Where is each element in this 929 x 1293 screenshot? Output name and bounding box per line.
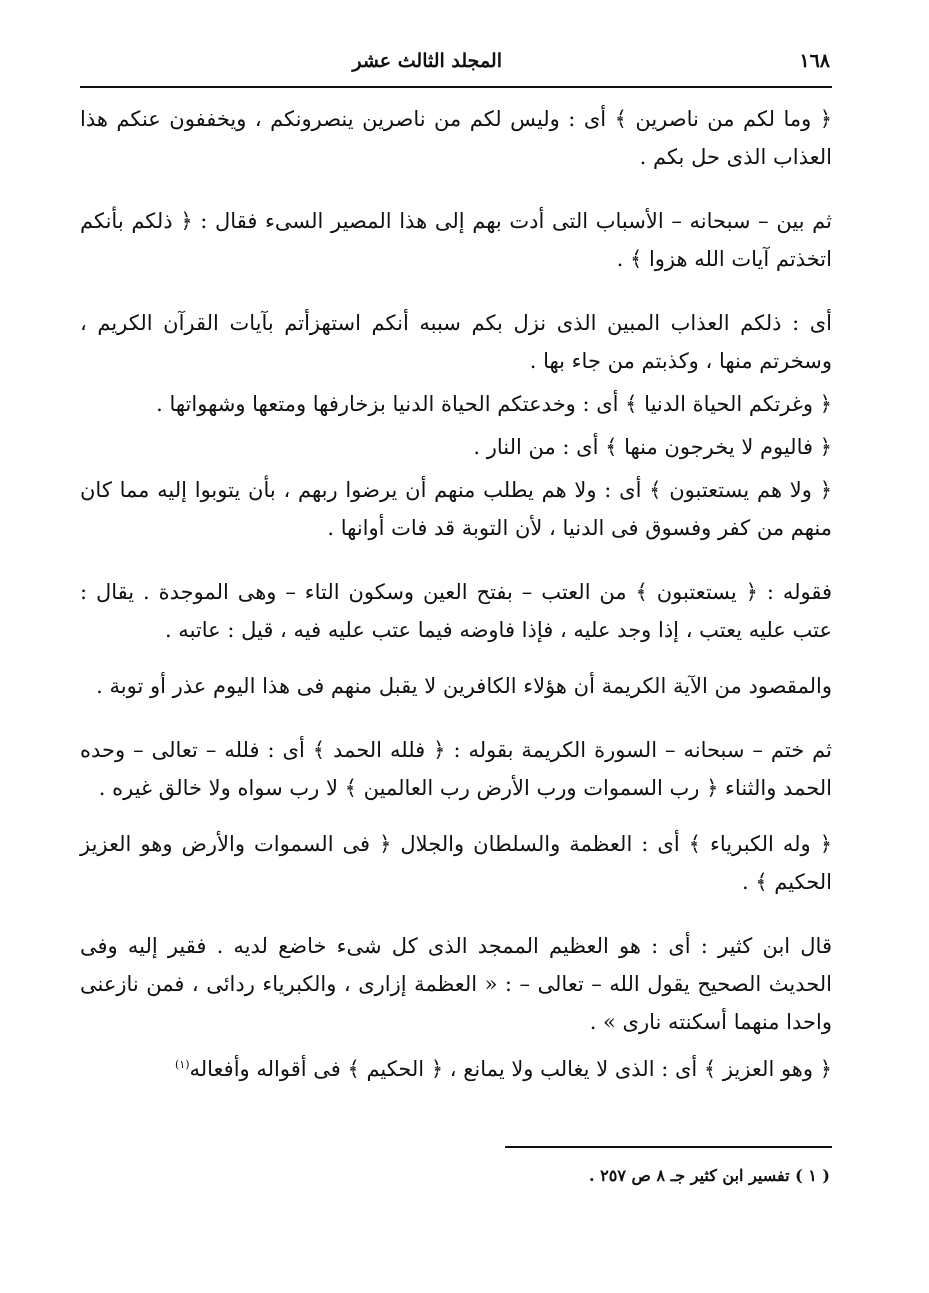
paragraph: والمقصود من الآية الكريمة أن هؤلاء الكافرين لا يقبل منهم فى هذا اليوم عذر أو توبة . bbox=[96, 674, 832, 698]
paragraph bbox=[80, 1046, 832, 1088]
paragraph: فقوله : ﴿ يستعتبون ﴾ من العتب – بفتح العين وسكون التاء – وهى الموجدة . يقال : عتب عليه يعتب ، إذا وجد عليه ، فإذا فاوضه فيما عتب عليه فيه ، قيل : عاتبه . bbox=[80, 580, 832, 642]
header-rule bbox=[80, 86, 832, 88]
paragraph: قال ابن كثير : أى : هو العظيم الممجد الذى كل شىء خاضع لديه . فقير إليه وفى الحديث الصحيح يقول الله – تعالى – : « العظمة إزارى ، والكبرياء ردائى ، فمن نازعنى واحدا منهما أسكنته نارى » . bbox=[80, 934, 832, 1034]
paragraph: ثم ختم – سبحانه – السورة الكريمة بقوله : ﴿ فلله الحمد ﴾ أى : فلله – تعالى – وحده الحمد والثناء ﴿ رب السموات ورب الأرض رب العالمين ﴾ لا رب سواه ولا خالق غيره . bbox=[80, 738, 832, 800]
page-body bbox=[80, 100, 832, 1088]
paragraph: ﴿ ولا هم يستعتبون ﴾ أى : ولا هم يطلب منهم أن يرضوا ربهم ، بأن يتوبوا إليه مما كان منهم من كفر وفسوق فى الدنيا ، لأن التوبة قد فات أوانها . bbox=[80, 478, 832, 540]
footnote: ( ١ ) تفسير ابن كثير جـ ٨ ص ٢٥٧ . bbox=[589, 1166, 830, 1185]
paragraph: ﴿ فاليوم لا يخرجون منها ﴾ أى : من النار . bbox=[473, 435, 832, 459]
paragraph: ثم بين – سبحانه – الأسباب التى أدت بهم إلى هذا المصير السىء فقال : ﴿ ذلكم بأنكم اتخذتم آيات الله هزوا ﴾ . bbox=[80, 209, 832, 271]
paragraph: أى : ذلكم العذاب المبين الذى نزل بكم سببه أنكم استهزأتم بآيات القرآن الكريم ، وسخرتم منها ، وكذبتم من جاء بها . bbox=[80, 311, 832, 373]
paragraph-text: ﴿ وهو العزيز ﴾ أى : الذى لا يغالب ولا يمانع ، ﴿ الحكيم ﴾ فى أقواله وأفعاله bbox=[189, 1057, 832, 1081]
paragraph: ﴿ وله الكبرياء ﴾ أى : العظمة والسلطان والجلال ﴿ فى السموات والأرض وهو العزيز الحكيم ﴾ . bbox=[80, 832, 832, 894]
paragraph: ﴿ وما لكم من ناصرين ﴾ أى : وليس لكم من ناصرين ينصرونكم ، ويخففون عنكم هذا العذاب الذى حل بكم . bbox=[80, 107, 832, 169]
volume-title: المجلد الثالث عشر bbox=[352, 50, 502, 72]
footnote-rule bbox=[505, 1146, 832, 1148]
page-header bbox=[80, 44, 832, 80]
footnote-marker: (١) bbox=[174, 1058, 190, 1071]
paragraph: ﴿ وغرتكم الحياة الدنيا ﴾ أى : وخدعتكم الحياة الدنيا بزخارفها ومتعها وشهواتها . bbox=[156, 392, 832, 416]
page-number: ١٦٨ bbox=[799, 50, 830, 72]
